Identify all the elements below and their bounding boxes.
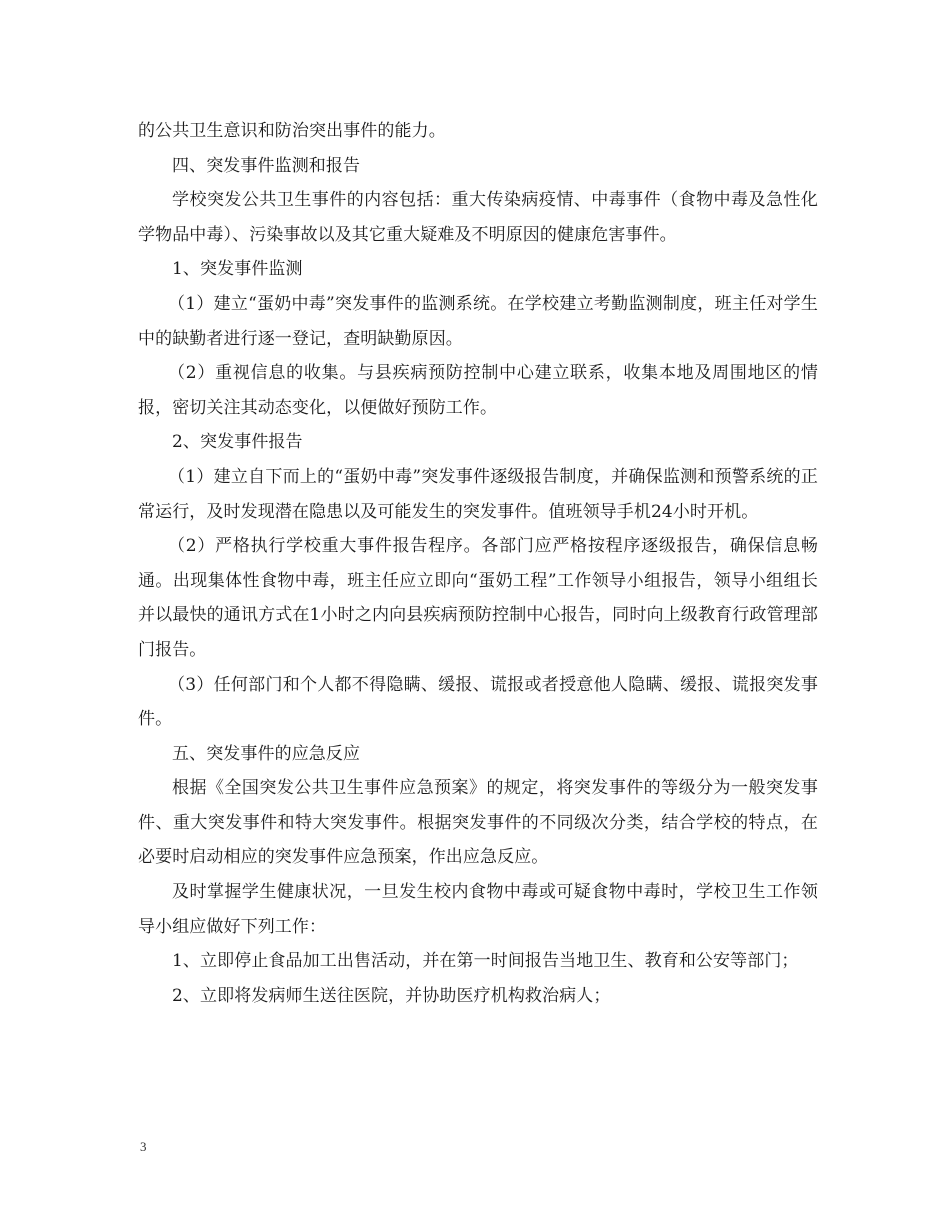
list-item: （1）建立“蛋奶中毒”突发事件的监测系统。在学校建立考勤监测制度，班主任对学生中的缺勤者进行逐一登记，查明缺勤原因。 <box>138 293 818 349</box>
list-item: 1、立即停止食品加工出售活动，并在第一时间报告当地卫生、教育和公安等部门； <box>172 951 799 972</box>
list-item: 2、立即将发病师生送往医院，并协助医疗机构救治病人； <box>172 985 611 1006</box>
list-item: （3）任何部门和个人都不得隐瞒、缓报、谎报或者授意他人隐瞒、缓报、谎报突发事件。 <box>138 674 818 730</box>
section-heading: 四、突发事件监测和报告 <box>172 155 361 176</box>
document-body <box>138 114 818 1013</box>
page-number: 3 <box>140 1139 147 1154</box>
paragraph: 根据《全国突发公共卫生事件应急预案》的规定，将突发事件的等级分为一般突发事件、重大突发事件和特大突发事件。根据突发事件的不同级次分类，结合学校的特点，在必要时启动相应的突发事件应急预案，作出应急反应。 <box>138 778 818 868</box>
subsection-heading: 1、突发事件监测 <box>172 259 303 280</box>
paragraph: 的公共卫生意识和防治突出事件的能力。 <box>138 121 446 141</box>
subsection-heading: 2、突发事件报告 <box>172 432 303 453</box>
paragraph: 及时掌握学生健康状况，一旦发生校内食物中毒或可疑食物中毒时，学校卫生工作领导小组应做好下列工作： <box>138 882 818 937</box>
paragraph: 学校突发公共卫生事件的内容包括：重大传染病疫情、中毒事件（食物中毒及急性化学物品中毒）、污染事故以及其它重大疑难及不明原因的健康危害事件。 <box>138 190 818 245</box>
list-item: （2）严格执行学校重大事件报告程序。各部门应严格按程序逐级报告，确保信息畅通。出现集体性食物中毒，班主任应立即向“蛋奶工程”工作领导小组报告，领导小组组长并以最快的通讯方式在1小时之内向县疾病预防控制中心报告，同时向上级教育行政管理部门报告。 <box>138 536 818 660</box>
list-item: （1）建立自下而上的“蛋奶中毒”突发事件逐级报告制度，并确保监测和预警系统的正常运行，及时发现潜在隐患以及可能发生的突发事件。值班领导手机24小时开机。 <box>138 466 818 522</box>
list-item: （2）重视信息的收集。与县疾病预防控制中心建立联系，收集本地及周围地区的情报，密切关注其动态变化，以便做好预防工作。 <box>138 363 818 418</box>
section-heading: 五、突发事件的应急反应 <box>172 743 361 764</box>
